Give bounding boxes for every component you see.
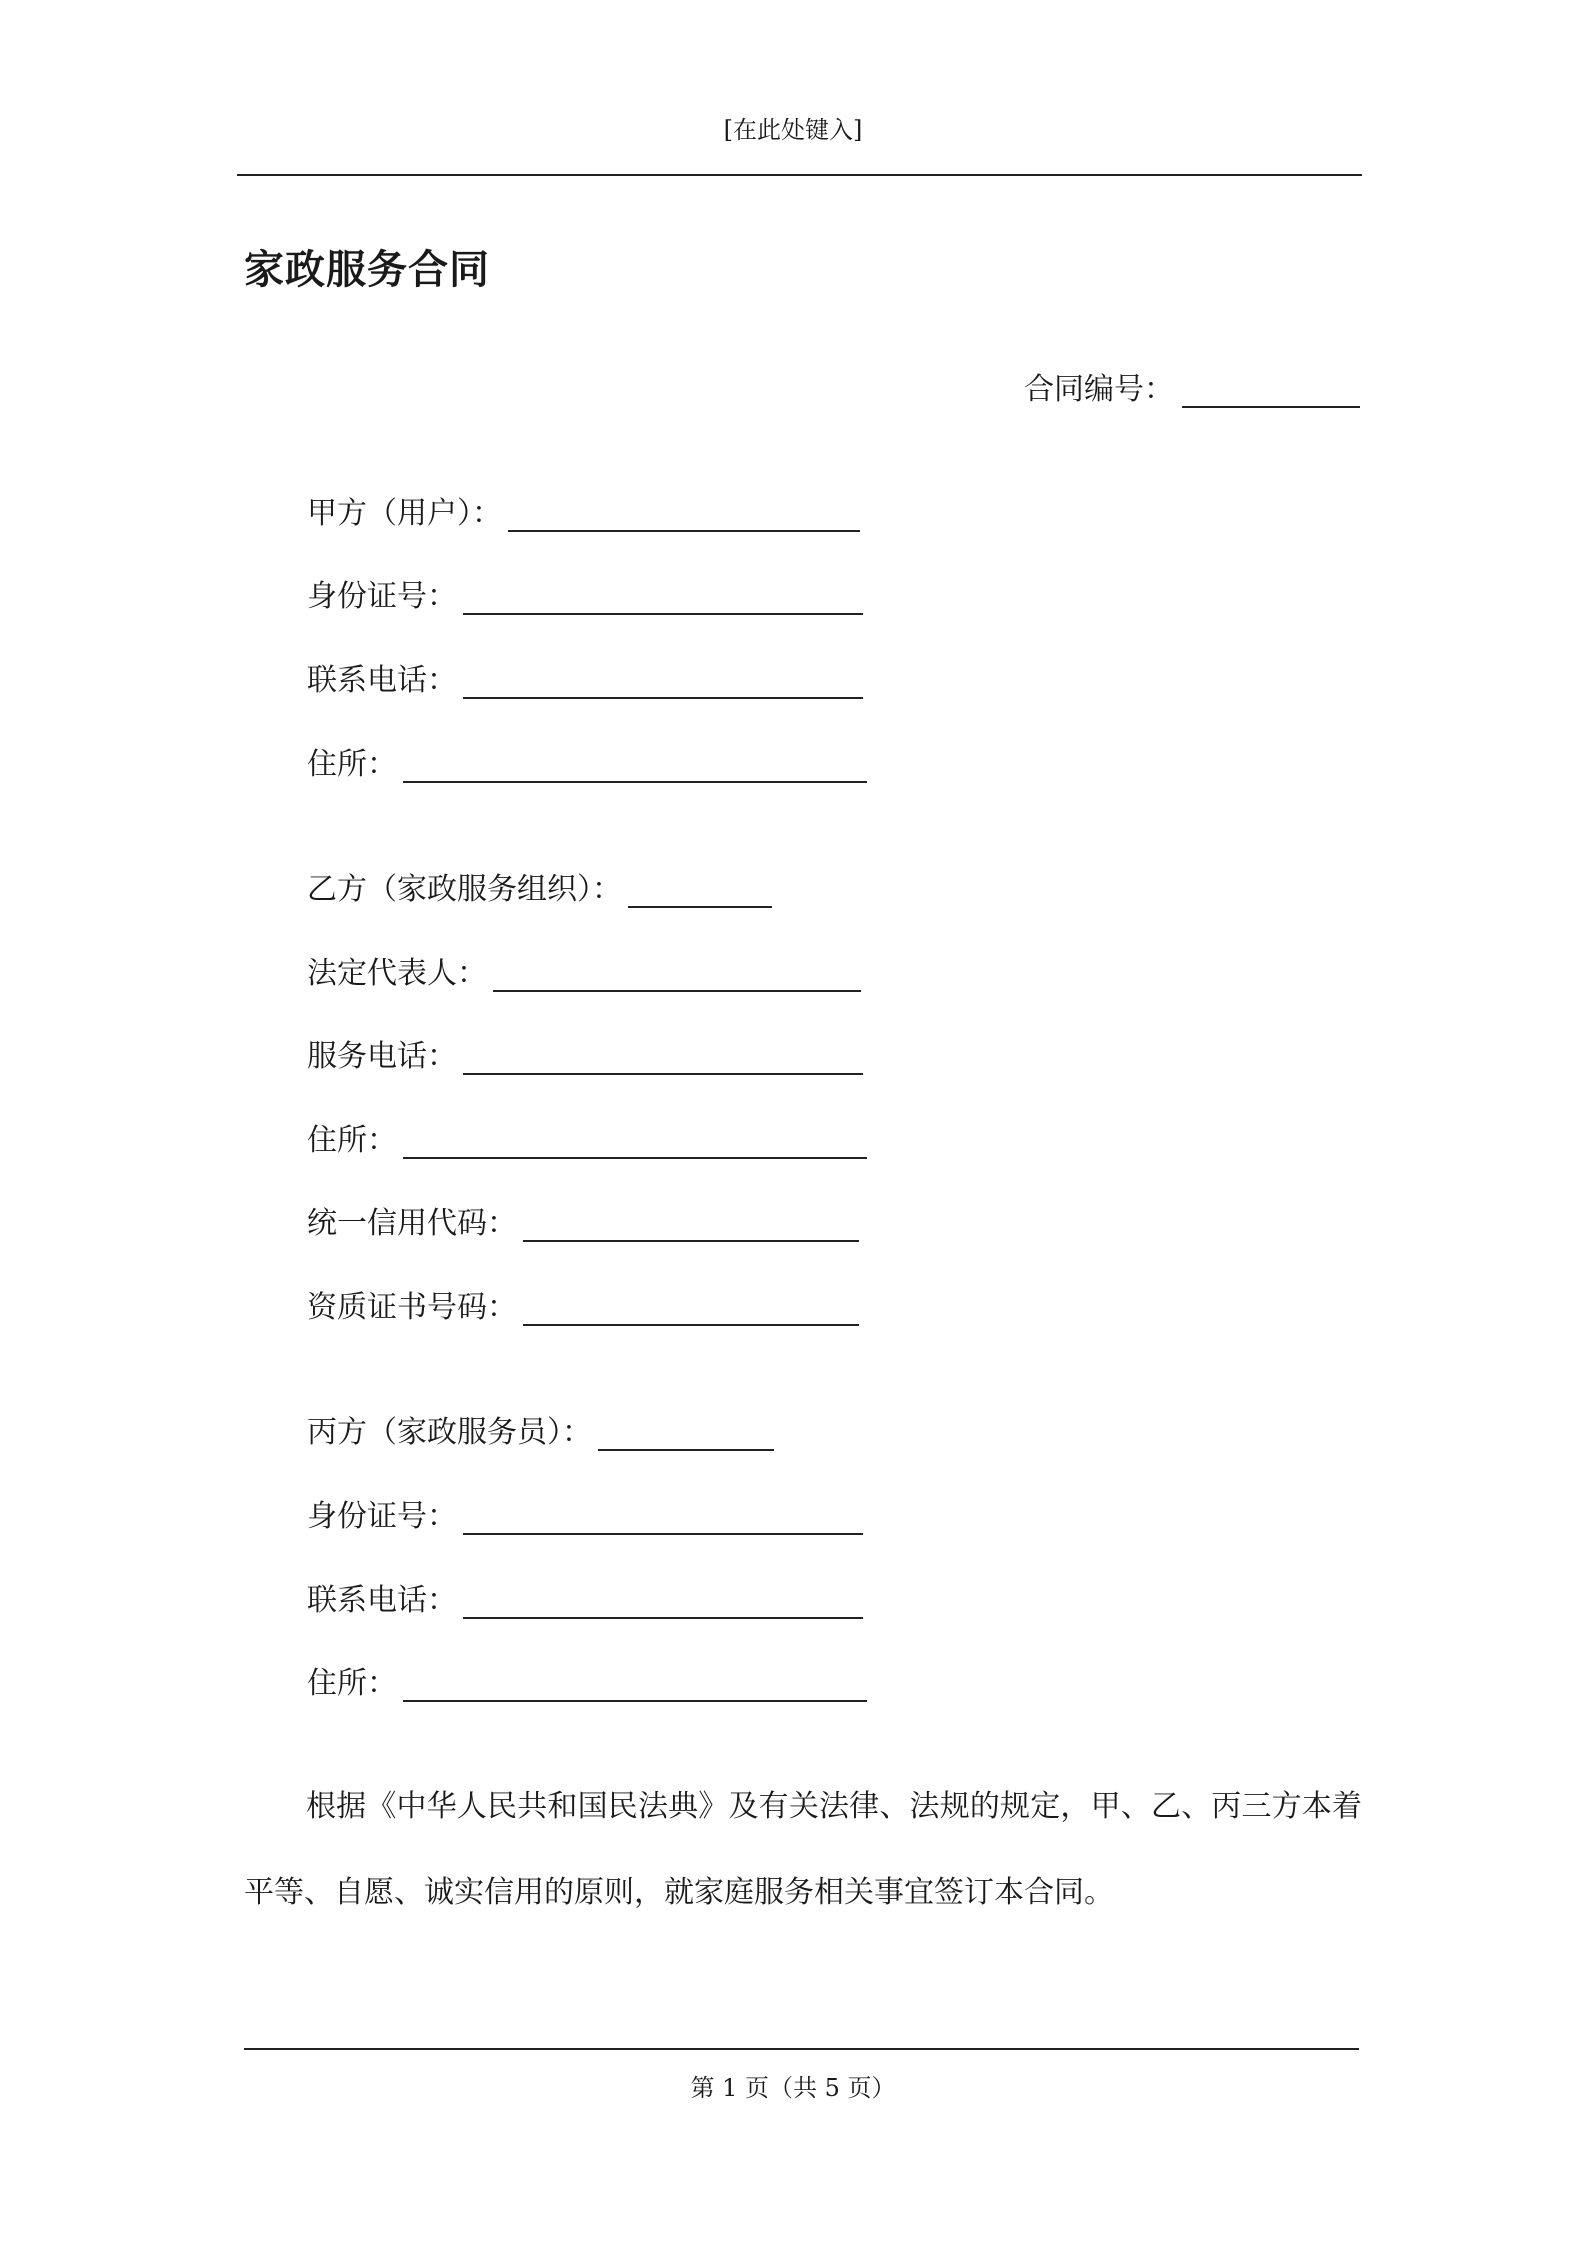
party-b-name-field — [307, 864, 772, 908]
party-c-phone-field — [307, 1575, 863, 1619]
party-c-address-field — [307, 1658, 867, 1702]
party-a-address-blank[interactable] — [403, 741, 867, 783]
party-b-address-blank[interactable] — [403, 1117, 867, 1159]
party-b-legal-rep-blank[interactable] — [493, 950, 861, 992]
party-b-legal-rep-field — [307, 948, 861, 992]
party-c-id-blank[interactable] — [463, 1493, 863, 1535]
preamble-text: 根据《中华人民共和国民法典》及有关法律、法规的规定，甲、乙、丙三方本着平等、自愿、诚实信用的原则，就家庭服务相关事宜签订本合同。 — [244, 1789, 1362, 1910]
party-b-cert-field — [307, 1282, 859, 1326]
party-a-id-field — [307, 571, 863, 615]
party-b-address-label: 住所： — [307, 1123, 397, 1158]
document-title: 家政服务合同 — [244, 247, 490, 293]
party-b-phone-label: 服务电话： — [307, 1039, 457, 1074]
party-c-phone-blank[interactable] — [463, 1577, 863, 1619]
party-c-address-label: 住所： — [307, 1666, 397, 1701]
page-header-placeholder[interactable]: [在此处键入] — [723, 116, 863, 144]
party-b-cert-blank[interactable] — [523, 1284, 859, 1326]
party-b-phone-field — [307, 1031, 863, 1075]
party-c-id-field — [307, 1491, 863, 1535]
party-b-phone-blank[interactable] — [463, 1033, 863, 1075]
party-a-phone-field — [307, 655, 863, 699]
party-c-id-label: 身份证号： — [307, 1499, 457, 1534]
party-a-address-label: 住所： — [307, 747, 397, 782]
party-b-credit-code-label: 统一信用代码： — [307, 1206, 517, 1241]
party-b-name-blank[interactable] — [628, 866, 772, 908]
party-c-name-blank[interactable] — [598, 1409, 774, 1451]
contract-number-blank[interactable] — [1182, 364, 1360, 408]
header-divider — [237, 174, 1362, 176]
party-b-address-field — [307, 1115, 867, 1159]
contract-number-label: 合同编号： — [1024, 372, 1174, 407]
party-a-address-field — [307, 739, 867, 783]
contract-number-field — [1024, 364, 1360, 408]
party-c-name-field — [307, 1407, 774, 1451]
party-c-address-blank[interactable] — [403, 1660, 867, 1702]
party-a-phone-blank[interactable] — [463, 657, 863, 699]
party-a-heading: 甲方（用户）： — [307, 496, 502, 531]
preamble-paragraph — [244, 1764, 1362, 1936]
party-c-heading: 丙方（家政服务员）： — [307, 1415, 592, 1450]
party-b-credit-code-field — [307, 1198, 859, 1242]
party-b-cert-label: 资质证书号码： — [307, 1290, 517, 1325]
footer-divider — [244, 2048, 1359, 2050]
party-a-phone-label: 联系电话： — [307, 663, 457, 698]
party-b-legal-rep-label: 法定代表人： — [307, 956, 487, 991]
party-a-id-label: 身份证号： — [307, 579, 457, 614]
party-c-phone-label: 联系电话： — [307, 1583, 457, 1618]
party-a-name-field — [307, 488, 860, 532]
party-b-heading: 乙方（家政服务组织）： — [307, 872, 622, 907]
party-a-id-blank[interactable] — [463, 573, 863, 615]
party-a-name-blank[interactable] — [508, 490, 860, 532]
page-number: 第 1 页（共 5 页） — [690, 2074, 896, 2102]
party-b-credit-code-blank[interactable] — [523, 1200, 859, 1242]
